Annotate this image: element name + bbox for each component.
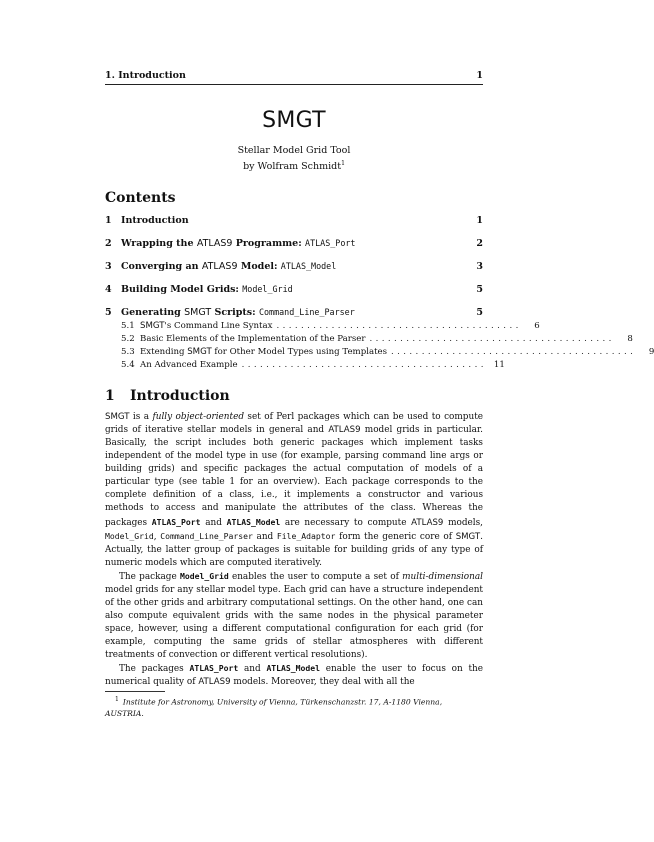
toc-title <box>140 321 272 331</box>
text-run: Generating <box>121 307 185 319</box>
toc-entry-5.1[interactable] <box>105 321 540 332</box>
toc-number: 2 <box>105 238 112 250</box>
text-run: is a <box>129 412 153 423</box>
text-run: SMGT <box>140 321 165 332</box>
text-run: for Other Model Types using Templates <box>211 347 388 358</box>
text-run: ATLAS_Port <box>151 516 201 527</box>
toc-title <box>121 307 463 318</box>
text-run: ATLAS9 <box>201 261 238 273</box>
text-run: ATLAS9 <box>196 238 233 250</box>
toc-entry-4[interactable] <box>105 284 483 296</box>
text-run: and <box>238 664 267 675</box>
text-run: SMGT <box>187 347 212 358</box>
toc-entry-5[interactable] <box>105 307 483 319</box>
text-run: Programme: <box>232 238 306 250</box>
toc-page-number: 11 <box>493 360 505 371</box>
text-run: ATLAS_Model <box>266 663 321 674</box>
footnote <box>105 694 483 719</box>
toc-title <box>140 334 366 344</box>
text-run: . Actually, the latter group of packages is suitable for building grids of any type of numeric models which are computed iteratively. <box>105 531 483 568</box>
text-run: SMGT <box>455 531 481 542</box>
subtitle-line-2 <box>105 157 483 173</box>
text-run: Model: <box>237 261 281 273</box>
toc-number: 5 <box>105 307 112 319</box>
text-run: Scripts: <box>211 307 259 319</box>
toc-leader-dots: ........................................ <box>241 360 487 371</box>
author: by Wolfram Schmidt <box>243 161 342 173</box>
toc-title <box>121 284 463 295</box>
toc-leader-dots: ........................................ <box>276 321 522 332</box>
text-run: Wrapping the <box>121 238 197 250</box>
footnote-rule <box>105 691 165 692</box>
running-head-section: 1. Introduction <box>105 70 186 81</box>
text-run: are necessary to compute <box>280 517 412 528</box>
table-of-contents <box>105 215 654 371</box>
text-run: and <box>252 531 277 542</box>
toc-title <box>140 360 238 370</box>
toc-page-number: 6 <box>534 321 540 332</box>
body-text <box>105 411 483 689</box>
toc-page-number: 5 <box>476 307 483 319</box>
text-run: enables the user to compute a set of <box>228 571 403 582</box>
text-run: File_Adaptor <box>276 530 336 541</box>
text-run: set of Perl packages which can be used to compute grids of iterative stellar models in general and <box>105 412 484 436</box>
text-run: Command_Line_Parser <box>160 530 253 541</box>
text-run: Introduction <box>121 215 189 227</box>
toc-title <box>121 215 463 226</box>
document-title: SMGT <box>262 108 326 133</box>
text-run: ATLAS9 <box>328 425 361 436</box>
text-run: SMGT <box>105 412 130 423</box>
text-run: Model_Grid <box>242 284 293 295</box>
text-run: form the generic core of <box>335 531 456 542</box>
toc-page-number: 8 <box>627 334 633 345</box>
text-run: Basic Elements of the Implementation of the Parser <box>140 334 366 345</box>
toc-number: 5.3 <box>121 347 135 358</box>
text-run: An Advanced Example <box>140 360 238 371</box>
text-run: The package <box>119 571 180 582</box>
toc-number: 5.2 <box>121 334 135 345</box>
text-run: ATLAS_Model <box>280 261 337 272</box>
text-run: ATLAS_Model <box>226 516 281 527</box>
text-run: and <box>200 517 227 528</box>
text-run: Model_Grid <box>179 570 229 581</box>
text-run: ATLAS_Port <box>189 663 239 674</box>
toc-title <box>121 238 463 249</box>
text-run: Converging an <box>121 261 202 273</box>
text-run: ATLAS9 <box>411 517 444 528</box>
toc-entry-5.3[interactable] <box>105 347 654 358</box>
toc-leader-dots: ........................................ <box>391 347 637 358</box>
footnote-number: 1 <box>115 696 119 704</box>
running-head-page: 1 <box>476 70 483 81</box>
text-run: Model_Grid <box>105 530 154 541</box>
subtitle <box>105 144 483 173</box>
text-run: ATLAS_Port <box>305 238 356 249</box>
toc-title <box>121 261 463 272</box>
text-run: multi-dimensional <box>402 571 483 582</box>
text-run: , <box>153 531 161 542</box>
section-number: 1 <box>105 388 115 405</box>
paragraph <box>105 411 483 570</box>
text-run: model grids in particular. Basically, the script includes both generic packages which implement tasks independent of the model type in use (for example, parsing command line args or building grids) and specific packages the actual computation of models of a particular type (see table 1 for an overview). Each package corresponds to the complete definition of a class, i.e., it implements a constructor and various methods to access and manipulate the attributes of the class. Whereas the packages <box>105 425 484 528</box>
toc-title <box>140 347 387 357</box>
subtitle-line-1: Stellar Model Grid Tool <box>237 145 351 156</box>
text-run: models, <box>443 517 484 528</box>
text-run: Command_Line_Parser <box>258 307 355 318</box>
toc-number: 1 <box>105 215 112 227</box>
text-run: Building Model Grids: <box>121 284 243 296</box>
text-run: ATLAS9 <box>198 677 231 688</box>
toc-page-number: 9 <box>648 347 654 358</box>
text-run: models. Moreover, they deal with all the <box>230 677 415 688</box>
toc-number: 4 <box>105 284 112 296</box>
toc-leader-dots: ........................................ <box>369 334 615 345</box>
toc-entry-5.2[interactable] <box>105 334 633 345</box>
text-run: Extending <box>140 347 188 358</box>
toc-page-number: 3 <box>476 261 483 273</box>
section-heading <box>105 388 483 404</box>
paper-page <box>105 70 654 719</box>
toc-number: 5.1 <box>121 321 135 332</box>
toc-entry-1[interactable] <box>105 215 483 227</box>
paragraph <box>105 570 483 662</box>
text-run: SMGT <box>184 307 212 319</box>
text-run: enable the user to focus on the numerical quality of <box>105 664 484 688</box>
running-head <box>105 70 483 85</box>
toc-page-number: 1 <box>476 215 483 227</box>
footnote-text: Institute for Astronomy, University of Vienna, Türkenschanzstr. 17, A-1180 Vienna, AUSTRIA. <box>105 697 443 718</box>
text-run: fully object-oriented <box>152 412 245 423</box>
toc-entry-2[interactable] <box>105 238 483 250</box>
toc-page-number: 5 <box>476 284 483 296</box>
toc-entry-3[interactable] <box>105 261 483 273</box>
toc-number: 3 <box>105 261 112 273</box>
toc-number: 5.4 <box>121 360 135 371</box>
toc-entry-5.4[interactable] <box>105 360 505 371</box>
footnote-mark[interactable]: 1 <box>341 160 345 167</box>
paragraph <box>105 662 483 689</box>
text-run: 's Command Line Syntax <box>164 321 273 332</box>
text-run: The packages <box>119 664 190 675</box>
section-title: Introduction <box>130 388 230 405</box>
toc-page-number: 2 <box>476 238 483 250</box>
contents-heading: Contents <box>105 190 176 207</box>
text-run: model grids for any stellar model type. Each grid can have a structure independent of the other grids and arbitrary computational settings. On the other hand, one can also compute equivalent grids with the same nodes in the physical parameter space, however, using a different computational configuration for each grid (for example, computing the same grids of stellar atmospheres with different treatments of convection or different vertical resolutions). <box>105 584 483 660</box>
